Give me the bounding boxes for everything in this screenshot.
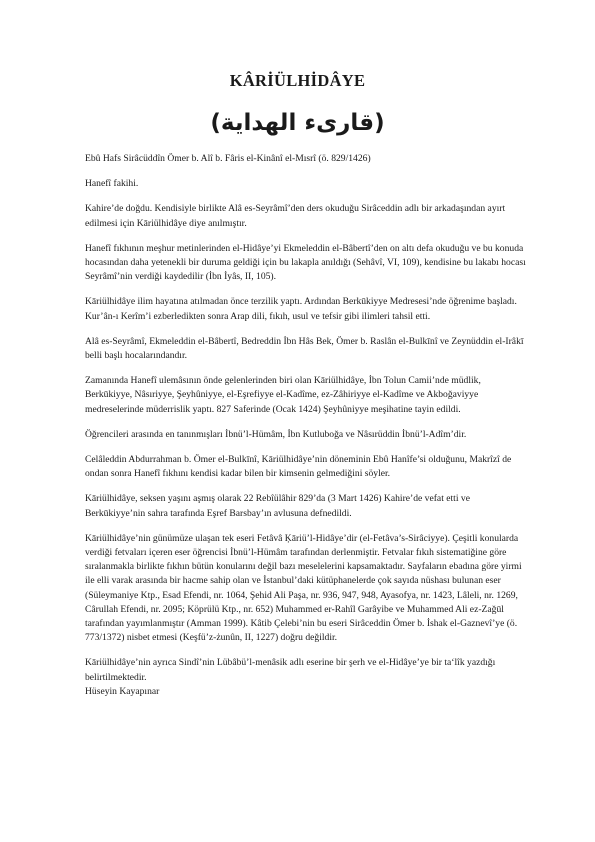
paragraph: Zamanında Hanefî ulemâsının önde gelenlerinden biri olan Kāriülhidâye, İbn Tolun Camii’nde müdlik, Berkūkiyye, Nâsıriyye, Şeyhûniyye, el-Eşrefiyye el-Kadîme, ez-Zâhiriyye el-Kadîme ve Akboğaviyye medreselerinde müderrislik yaptı. 827 Saferinde (Ocak 1424) Şeyhûniyye meşihatine tayin edildi. bbox=[85, 375, 481, 415]
paragraph: Celâleddin Abdurrahman b. Ömer el-Bulkīnî, Kāriülhidâye’nin döneminin Ebû Hanîfe’si olduğunu, Makrîzî de ondan sonra Hanefî fıkhını kendisi kadar bilen bir kimsenin gelmediğini söyler. bbox=[85, 454, 512, 480]
article-title: KÂRİÜLHİDÂYE bbox=[229, 71, 366, 90]
arabic-title: (قارىء الهداية) bbox=[210, 110, 385, 136]
paragraph: Kāriülhidâye’nin günümüze ulaşan tek eseri Fetâvâ Ķāriü’l-Hidâye’dir (el-Fetâva’s-Sirâciyye). Çeşitli konularda verdiği fetvaları içeren eser öğrencisi İbnü’l-Hümâm tarafından derlenmiştir. Fetvalar fıkıh sistematiğine göre sıralanmakla birlikte fıkhın bütün konularını değil bazı meselelerini kapsamaktadır. Sayfaların ebadına göre yirmi ile elli varak arasında bir hacme sahip olan ve İstanbul’daki kütüphanelerde çok sayıda nüshası bulunan eser (Süleymaniye Ktp., Esad Efendi, nr. 1064, Şehid Ali Paşa, nr. 936, 947, 948, Ayasofya, nr. 1423, Lâleli, nr. 1269, Cârullah Efendi, nr. 2095; Köprülü Ktp., nr. 652) Muhammed er-Rahîl Garâyibe ve Muhammed Ali ez-Zağūl tarafından yayımlanmıştır (Amman 1999). Kâtib Çelebi’nin bu eseri Sirâceddin Ömer b. İshak el-Gaznevî’ye (ö. 773/1372) nisbet etmesi (Keşfü’z-żunûn, II, 1227) doğru değildir. bbox=[85, 532, 522, 644]
author-signature: Hüseyin Kayapınar bbox=[85, 685, 160, 697]
article-body bbox=[85, 152, 530, 699]
paragraph: Alâ es-Seyrâmî, Ekmeleddin el-Bâbertî, Bedreddin İbn Hâs Bek, Ömer b. Raslân el-Bulkīnî ve Zeynüddin el-Irâkī belli başlı hocalarındandır. bbox=[85, 335, 524, 362]
paragraph: Hanefî fakihi. bbox=[85, 178, 139, 190]
paragraph: Kahire’de doğdu. Kendisiyle birlikte Alâ es-Seyrâmî’den ders okuduğu Sirâceddin adlı bir arkadaşından ayırt edilmesi için Kāriülhidâye diye anılmıştır. bbox=[85, 203, 506, 229]
paragraph: Öğrencileri arasında en tanınmışları İbnü’l-Hümâm, İbn Kutluboğa ve Nâsırüddin İbnü’l-Adîm’dir. bbox=[85, 428, 467, 440]
paragraph: Kāriülhidâye, seksen yaşını aşmış olarak 22 Rebîülâhir 829’da (3 Mart 1426) Kahire’de vefat etti ve Berkūkiyye’nin sahra tarafında Eşref Barsbay’ın avlusuna defnedildi. bbox=[85, 493, 470, 519]
full-name-line: Ebû Hafs Sirâcüddîn Ömer b. Alî b. Fâris el-Kinânî el-Mısrî (ö. 829/1426) bbox=[85, 153, 371, 164]
paragraph: Kāriülhidâye’nin ayrıca Sindî’nin Lübâbü’l-menâsik adlı eserine bir şerh ve el-Hidâye’ye bir ta‘lîk yazdığı belirtilmektedir. bbox=[85, 657, 496, 683]
paragraph: Kāriülhidâye ilim hayatına atılmadan önce terzilik yaptı. Ardından Berkūkiyye Medresesi’nde öğrenime başladı. Kur’ân-ı Kerîm’i ezberledikten sonra Arap dili, fıkıh, usul ve tefsir gibi ilimleri tahsil etti. bbox=[85, 296, 517, 322]
paragraph: Hanefî fıkhının meşhur metinlerinden el-Hidâye’yi Ekmeleddin el-Bâbertî’den on altı defa okuduğu ve bu konuda hocasından daha yetenekli bir duruma geldiği için bu lakapla anıldığı (Sehâvî, VI, 109), kendisine bu lakabı hocası Seyrâmî’nin verdiği kaydedilir (İbn İyâs, II, 105). bbox=[85, 242, 526, 283]
